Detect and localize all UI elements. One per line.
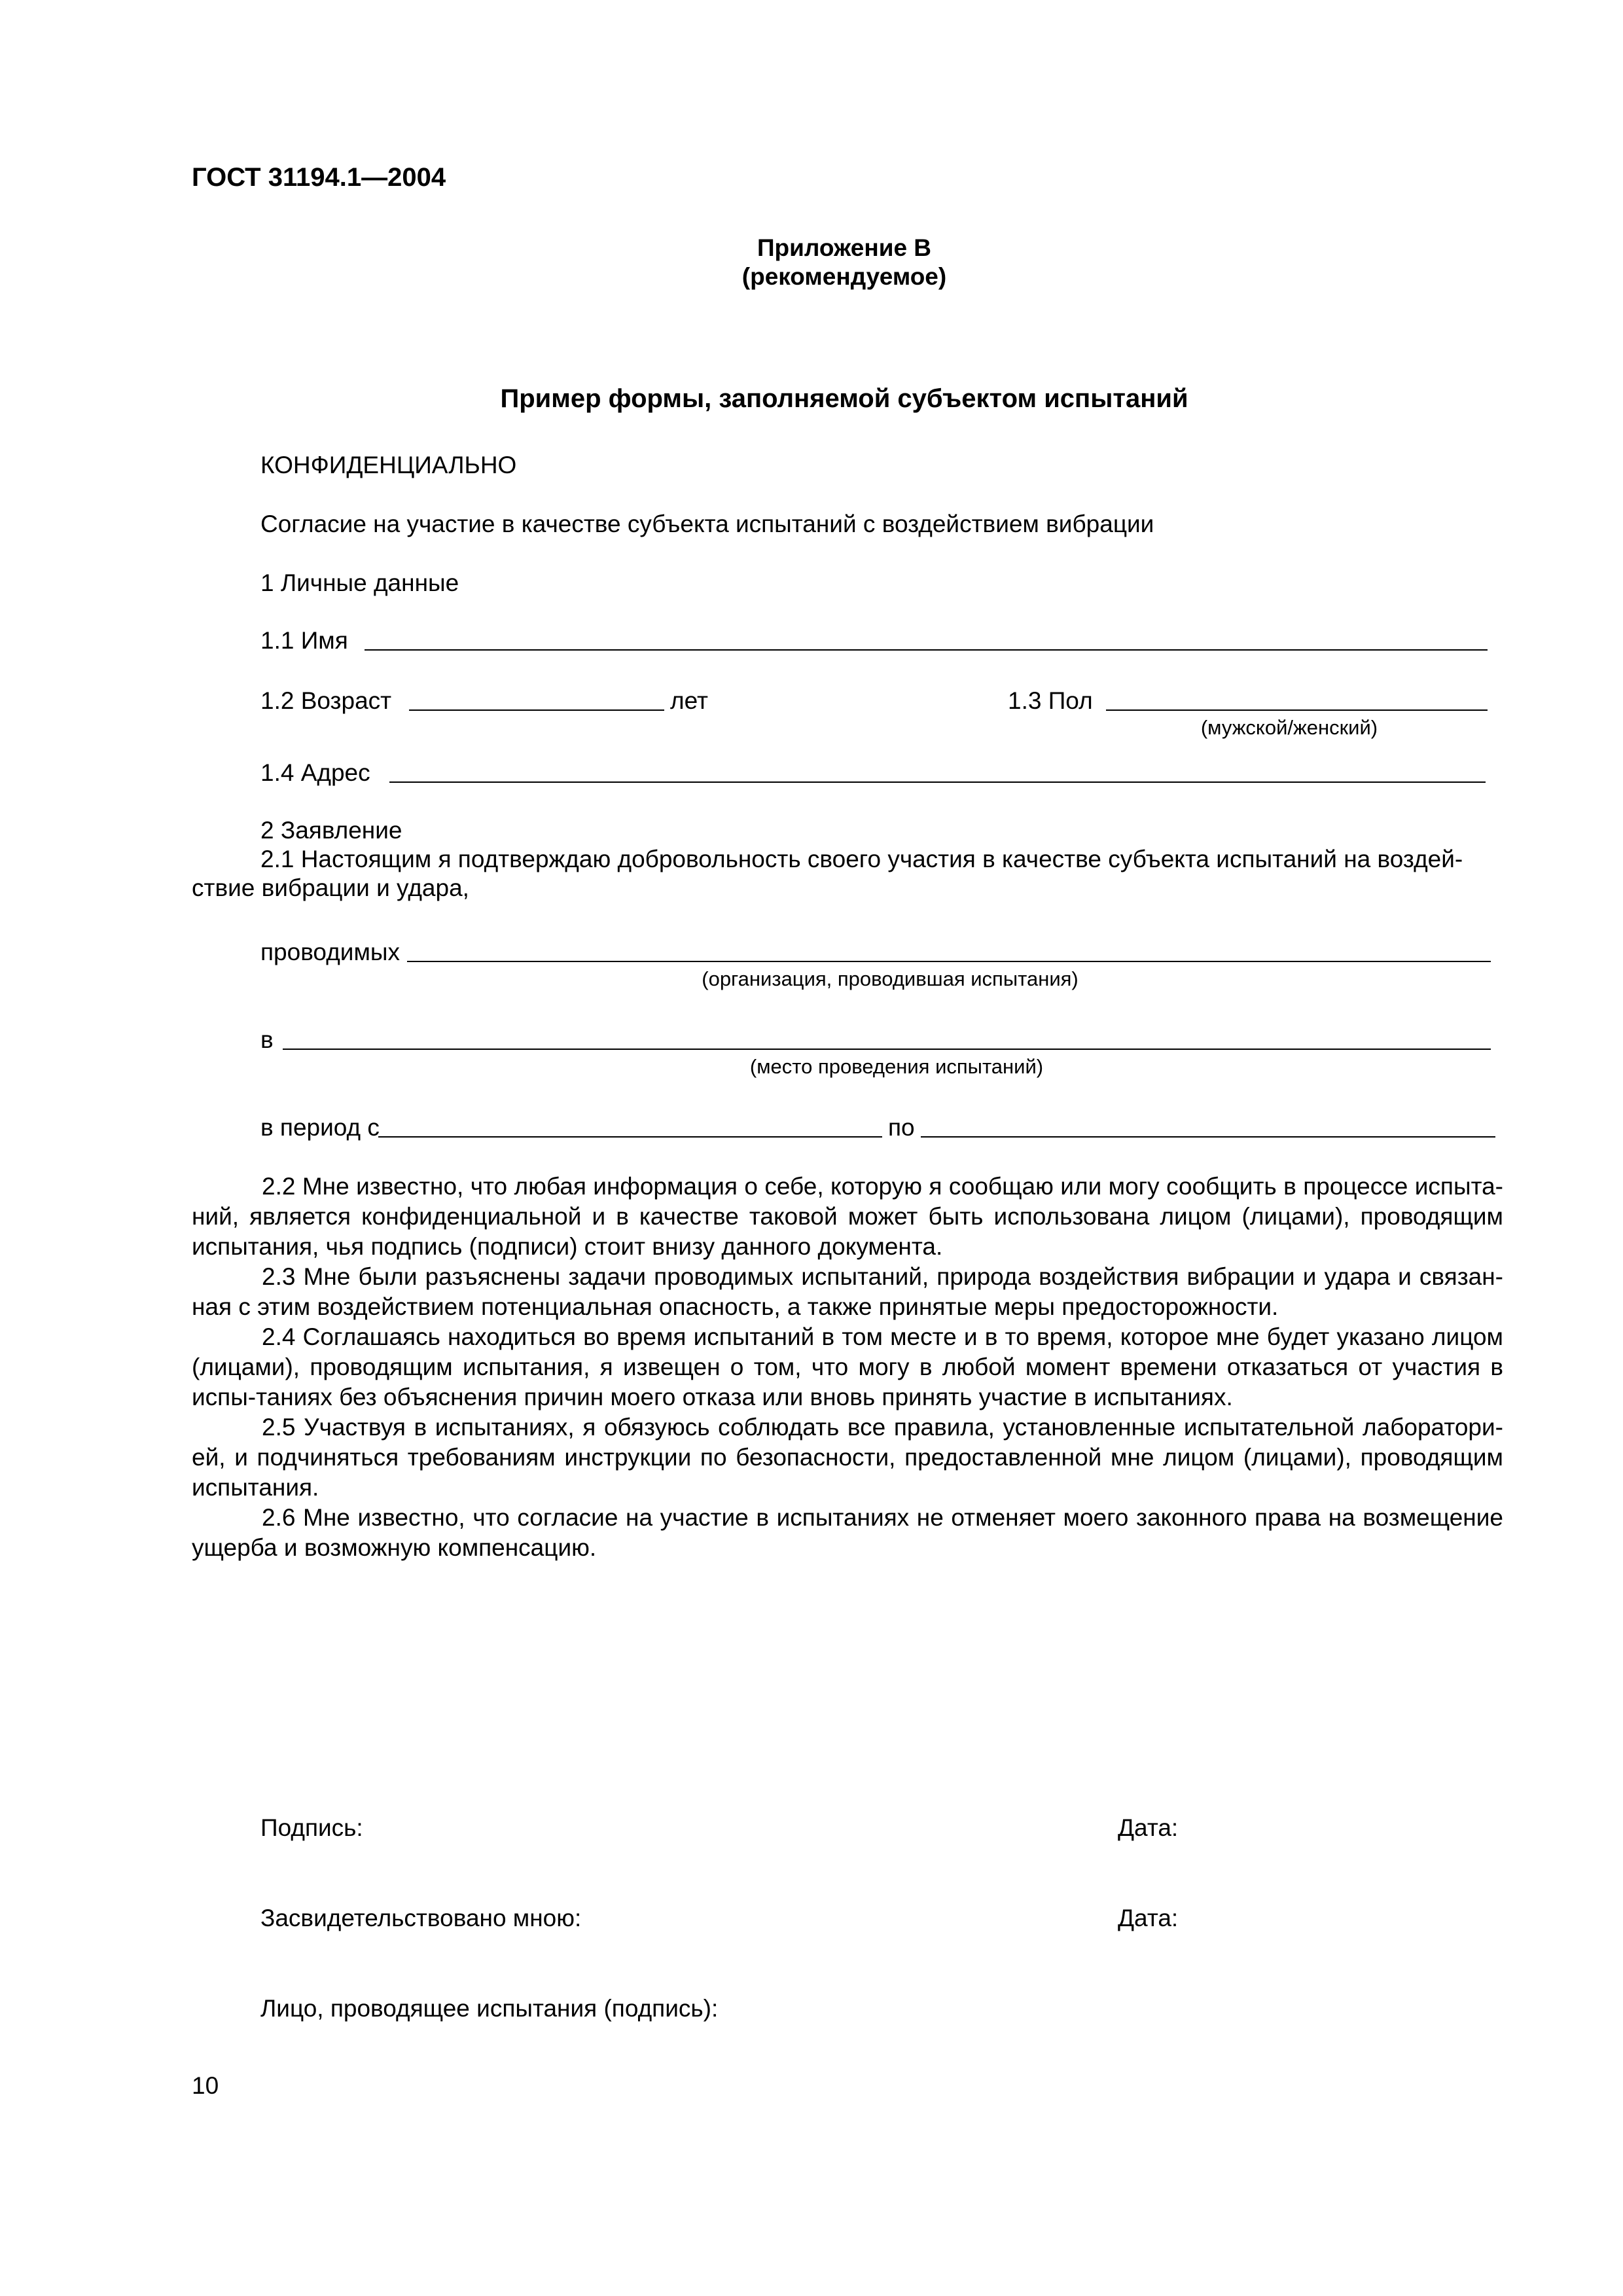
paragraph-2-2: 2.2 Мне известно, что любая информация о себе, которую я сообщаю или могу сообщить в процессе испыта-ний, является конфиденциальной и в качестве таковой может быть использована лицом (лицами), проводящим испытания, чья подпись (подписи) стоит внизу данного документа. xyxy=(192,1173,1503,1260)
date-label-2: Дата: xyxy=(1118,1905,1179,1931)
paragraph-2-1-line2: ствие вибрации и удара, xyxy=(192,874,469,901)
paragraph-2-1-line1: 2.1 Настоящим я подтверждаю добровольность своего участия в качестве субъекта испытаний на воздей- xyxy=(260,846,1463,872)
appendix-title: Приложение В xyxy=(757,234,932,261)
paragraph-2-3: 2.3 Мне были разъяснены задачи проводимых испытаний, природа воздействия вибрации и удара и связан-ная с этим воздействием потенциальная опасность, а также принятые меры предосторожности. xyxy=(192,1263,1503,1320)
period-to-label: по xyxy=(888,1114,915,1141)
tester-signature-label: Лицо, проводящее испытания (подпись): xyxy=(260,1995,719,2022)
paragraph-2-5: 2.5 Участвуя в испытаниях, я обязуюсь соблюдать все правила, установленные испытательной лаборатори-ей, и подчиняться требованиям инструкции по безопасности, предоставленной мне лицом (лицами), проводящим испытания. xyxy=(192,1414,1503,1501)
paragraph-2-6: 2.6 Мне известно, что согласие на участие в испытаниях не отменяет моего законного права на возмещение ущерба и возможную компенсацию. xyxy=(192,1504,1503,1561)
form-title: Пример формы, заполняемой субъектом испытаний xyxy=(500,384,1188,413)
age-unit: лет xyxy=(670,687,708,714)
age-label: 1.2 Возраст xyxy=(260,687,392,714)
place-hint: (место проведения испытаний) xyxy=(749,1055,1044,1078)
name-field[interactable] xyxy=(365,649,1488,651)
period-from-field[interactable] xyxy=(378,1136,882,1138)
paragraph-2-4: 2.4 Соглашаясь находиться во время испытаний в том месте и в то время, которое мне будет указано лицом (лицами), проводящим испытания, я извещен о том, что могу в любой момент времени отказаться от участия в испы-таниях без объяснения причин моего отказа или вновь принять участие в испытаниях. xyxy=(192,1323,1503,1410)
appendix-subtitle: (рекомендуемое) xyxy=(741,263,947,290)
place-field[interactable] xyxy=(283,1049,1491,1050)
conducted-label: проводимых xyxy=(260,939,400,965)
section2-heading: 2 Заявление xyxy=(260,817,402,844)
organization-hint: (организация, проводившая испытания) xyxy=(702,967,1079,990)
address-label: 1.4 Адрес xyxy=(260,759,370,786)
sex-hint: (мужской/женский) xyxy=(1200,716,1378,739)
age-field[interactable] xyxy=(409,709,664,711)
consent-heading: Согласие на участие в качестве субъекта испытаний с воздействием вибрации xyxy=(260,511,1154,537)
sex-field[interactable] xyxy=(1106,709,1488,711)
sex-label: 1.3 Пол xyxy=(1008,687,1093,714)
place-label: в xyxy=(260,1026,274,1053)
declaration-paragraphs xyxy=(192,1172,1503,1563)
section1-heading: 1 Личные данные xyxy=(260,569,459,596)
confidential-label: КОНФИДЕНЦИАЛЬНО xyxy=(260,452,517,478)
organization-field[interactable] xyxy=(407,961,1491,962)
period-from-label: в период с xyxy=(260,1114,380,1141)
signature-label: Подпись: xyxy=(260,1814,363,1841)
page-number: 10 xyxy=(192,2072,219,2099)
witness-label: Засвидетельствовано мною: xyxy=(260,1905,582,1931)
address-field[interactable] xyxy=(389,781,1486,783)
date-label-1: Дата: xyxy=(1118,1814,1179,1841)
name-label: 1.1 Имя xyxy=(260,627,348,654)
standard-number: ГОСТ 31194.1—2004 xyxy=(192,163,446,192)
period-to-field[interactable] xyxy=(921,1136,1495,1138)
